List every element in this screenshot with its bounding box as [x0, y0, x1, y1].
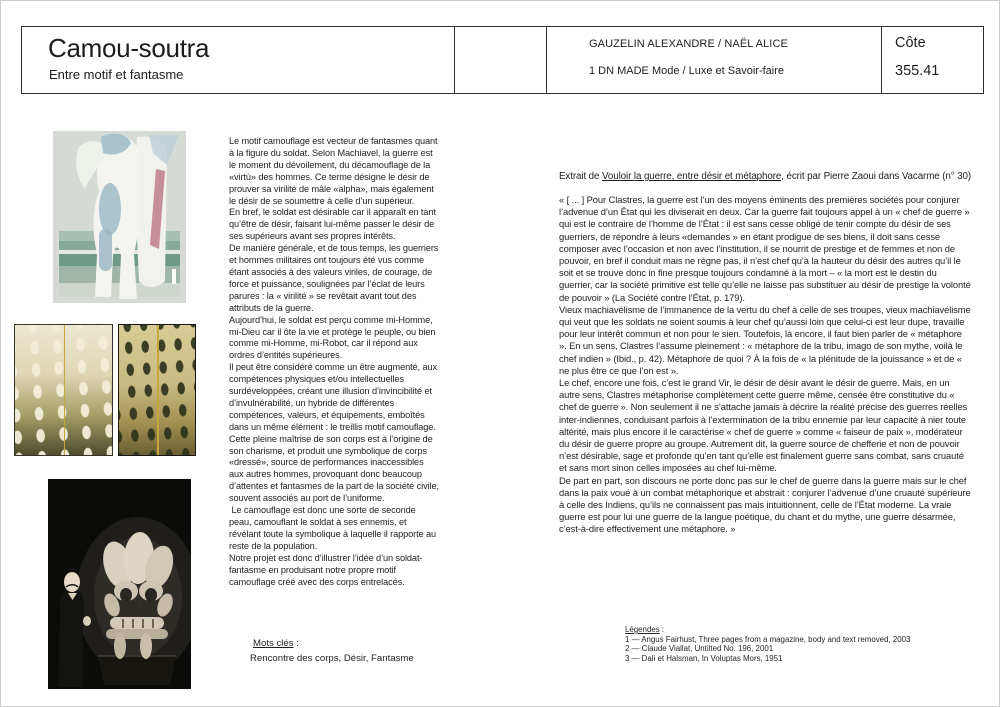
keywords-block [250, 637, 414, 666]
legends-block [625, 625, 985, 663]
extract-paragraph: Le chef, encore une fois, c’est le grand Vir, le désir de désir avant le désir de guerre. Mais, en un autre sens, Clastres métaphorise complètement cette guerre même, censée être constitutive du « chef de guerre ». Non seulement il ne s’attache jamais à décrire la réalité précise des guerres réelles inter-indiennes, conduisant parfois à l’extermination de la tribu ennemie par leur capacité à nier toute altérité, mais plus encore il le caractérise « chef de guerre » comme « faiseur de paix », modérateur du désir de guerre propre au groupe. Autrement dit, la guerre source de chefferie et non de pouvoir n’est désirable, sage et profonde qu’en tant qu’elle est finalement guerre sans combat, sans cruauté et sans mort sinon celles imposées au chef lui-même. [559, 377, 970, 474]
dali-halsman-image [48, 479, 191, 689]
page-title: Camou-soutra [48, 33, 210, 63]
header-title-cell [22, 27, 455, 93]
keywords-label-line [250, 637, 414, 652]
extract-heading [559, 171, 979, 182]
header-band [21, 26, 984, 94]
article-paragraph: Aujourd’hui, le soldat est perçu comme mi-Homme, mi-Dieu car il ôte la vie et protège le peuple, ou bien comme mi-Homme, mi-Robot, car il répond aux ordres d’entités supérieures. [229, 314, 438, 361]
article-paragraph: Le motif camouflage est vecteur de fantasmes quant à la figure du soldat. Selon Machiavel, la guerre est le moment du dévoilement, du décamouflage de la «virtù» des hommes. Ce terme désigne le désir de prouver sa virilité de mâle «alpha», mais également le désir de se soumettre à celle d’un supérieur. [229, 136, 440, 206]
header-authors-cell [547, 27, 882, 93]
cote-label: Côte [895, 35, 926, 51]
legends-label-line [625, 625, 985, 635]
header-cote-cell [882, 27, 983, 93]
page-subtitle: Entre motif et fantasme [49, 67, 184, 82]
viallat-right-bean-pattern [118, 324, 196, 456]
article-column [229, 136, 442, 588]
article-paragraph: Il peut être considéré comme un être augmenté, aux compétences physiques et/ou intellectuelles surdéveloppées, créant une illusion d’invincibilité et d’invulnérabilité, un hybride de différentes compétences, valeurs, et équipements, emboîtés dans un même élément : le treillis motif camouflage. [229, 362, 440, 432]
cote-value: 355.41 [895, 63, 940, 79]
keywords-label: Mots clés [253, 638, 294, 649]
figure-2-viallat-pattern [14, 324, 196, 456]
extract-paragraph: Vieux machiavélisme de l’immanence de la vertu du chef à celle de ses troupes, vieux machiavélisme qui veut que les soldats ne soient soumis à leur chef qu’aussi loin que celui-ci est leur dupe, travaille pour leur intérêt commun et non pour le sien. Toutefois, là encore, il faut bien parler de « métaphore ». En un sens, Clastres l’assume pleinement : « métaphore de la tribu, imago de son mythe, voilà le chef indien » (Ibid., p. 42). Métaphore de quoi ? À la fois de « la plénitude de la jouissance » et de « ne plus être ce que l’on est ». [559, 303, 974, 376]
legends-label: Légendes [625, 625, 660, 634]
extract-body [559, 194, 974, 536]
article-paragraph: Cette pleine maîtrise de son corps est à l’origine de son charisme, et produit une symbolique de corps «dressé», source de performances inaccessibles aux autres hommes, provoquant donc beaucoup d’attentes et fantasmes de la part de la société civile, souvent associés au port de l’uniforme. [229, 433, 442, 504]
extract-source-title: Vouloir la guerre, entre désir et métaphore [602, 171, 782, 182]
fairhurst-collage-image [53, 131, 186, 303]
article-paragraph: De manière générale, et de tous temps, les guerriers et hommes militaires ont toujours été vus comme étant associés à des valeurs viriles, de courage, de force et puissance, soulignées par l’éclat de leurs parures : la « virilité » se revêtait avant tout des attributs de la guerre. [229, 243, 441, 313]
article-paragraph: Le camouflage est donc une sorte de seconde peau, camouflant le soldat à ses ennemis, et révélant toute la symbolique à laquelle il rapporte au reste de la population. [229, 505, 439, 551]
header-empty-cell [455, 27, 547, 93]
keywords-colon: : [293, 638, 299, 649]
viallat-left-bean-pattern [14, 324, 113, 456]
viallat-right-panel [118, 324, 196, 456]
article-paragraph: En bref, le soldat est désirable car il apparaît en tant qu’être de désir, faisant lui-même passer le désir de ses supérieurs avant ses propres intérêts. [229, 207, 439, 242]
article-paragraph: Notre projet est donc d’illustrer l’idée d’un soldat-fantasme en produisant notre propre motif camouflage créé avec des corps entrelacés. [229, 552, 423, 587]
extract-prefix: Extrait de [559, 171, 603, 182]
legend-item: 3 — Dali et Halsman, In Voluptas Mors, 1951 [625, 653, 783, 663]
figure-3-dali-halsman-photo [48, 479, 191, 689]
authors-names: GAUZELIN ALEXANDRE / NAËL ALICE [589, 38, 788, 50]
legend-item: 1 — Angus Fairhust, Three pages from a magazine, body and text removed, 2003 [625, 634, 911, 644]
extract-paragraph: « [ ... ] Pour Clastres, la guerre est l’un des moyens éminents des premières sociétés pour conjurer l’advenue d’un État qui les diviserait en deux. Car la guerre fait toujours appel à un « chef de guerre » qui est le contraire de l’homme de l’État : il est sans cesse obligé de tenir compte du désir de ses guerriers, de répondre à leurs «demandes » en étant prodigue de ses biens, il doit sans cesse composer avec l’occasion et non avec l’institution, il se nourrit de prestige et de femmes et non de pouvoir, en bref il conduit mais ne règne pas, il n’est chef qu’à la hauteur du désir des autres qu’il le soit et se trouve donc in fine presque toujours condamné à la mort – « la mort est le destin du guerrier, car la société primitive est telle qu’elle ne laisse pas substituer au désir de prestige la volonté de pouvoir » (La Société contre l’État, p. 179). [559, 194, 974, 303]
viallat-left-panel [14, 324, 113, 456]
extract-suffix: , écrit par Pierre Zaoui dans Vacarme (n° 30) [781, 171, 972, 182]
legends-colon: : [659, 625, 665, 634]
legend-item: 2 — Claude Viallat, Untilted No. 196, 2001 [625, 644, 774, 654]
figure-1-fairhurst-collage [53, 131, 186, 303]
program-name: 1 DN MADE Mode / Luxe et Savoir-faire [589, 65, 785, 77]
extract-paragraph: De part en part, son discours ne porte donc pas sur le chef de guerre dans la guerre mais sur le chef dans la paix voué à un combat métaphorique et abstrait : conjurer l’advenue d’une cruauté supérieure à celle des Indiens, qu’ils ne connaissent pas mais intuitionnent, celle de l’État moderne. La vraie guerre est pour lui une guerre de la langue poétique, du chant et du mythe, une guerre désarmée, c’est-à-dire effectivement une métaphore. » [559, 474, 974, 535]
keywords-list: Rencontre des corps, Désir, Fantasme [250, 652, 414, 664]
